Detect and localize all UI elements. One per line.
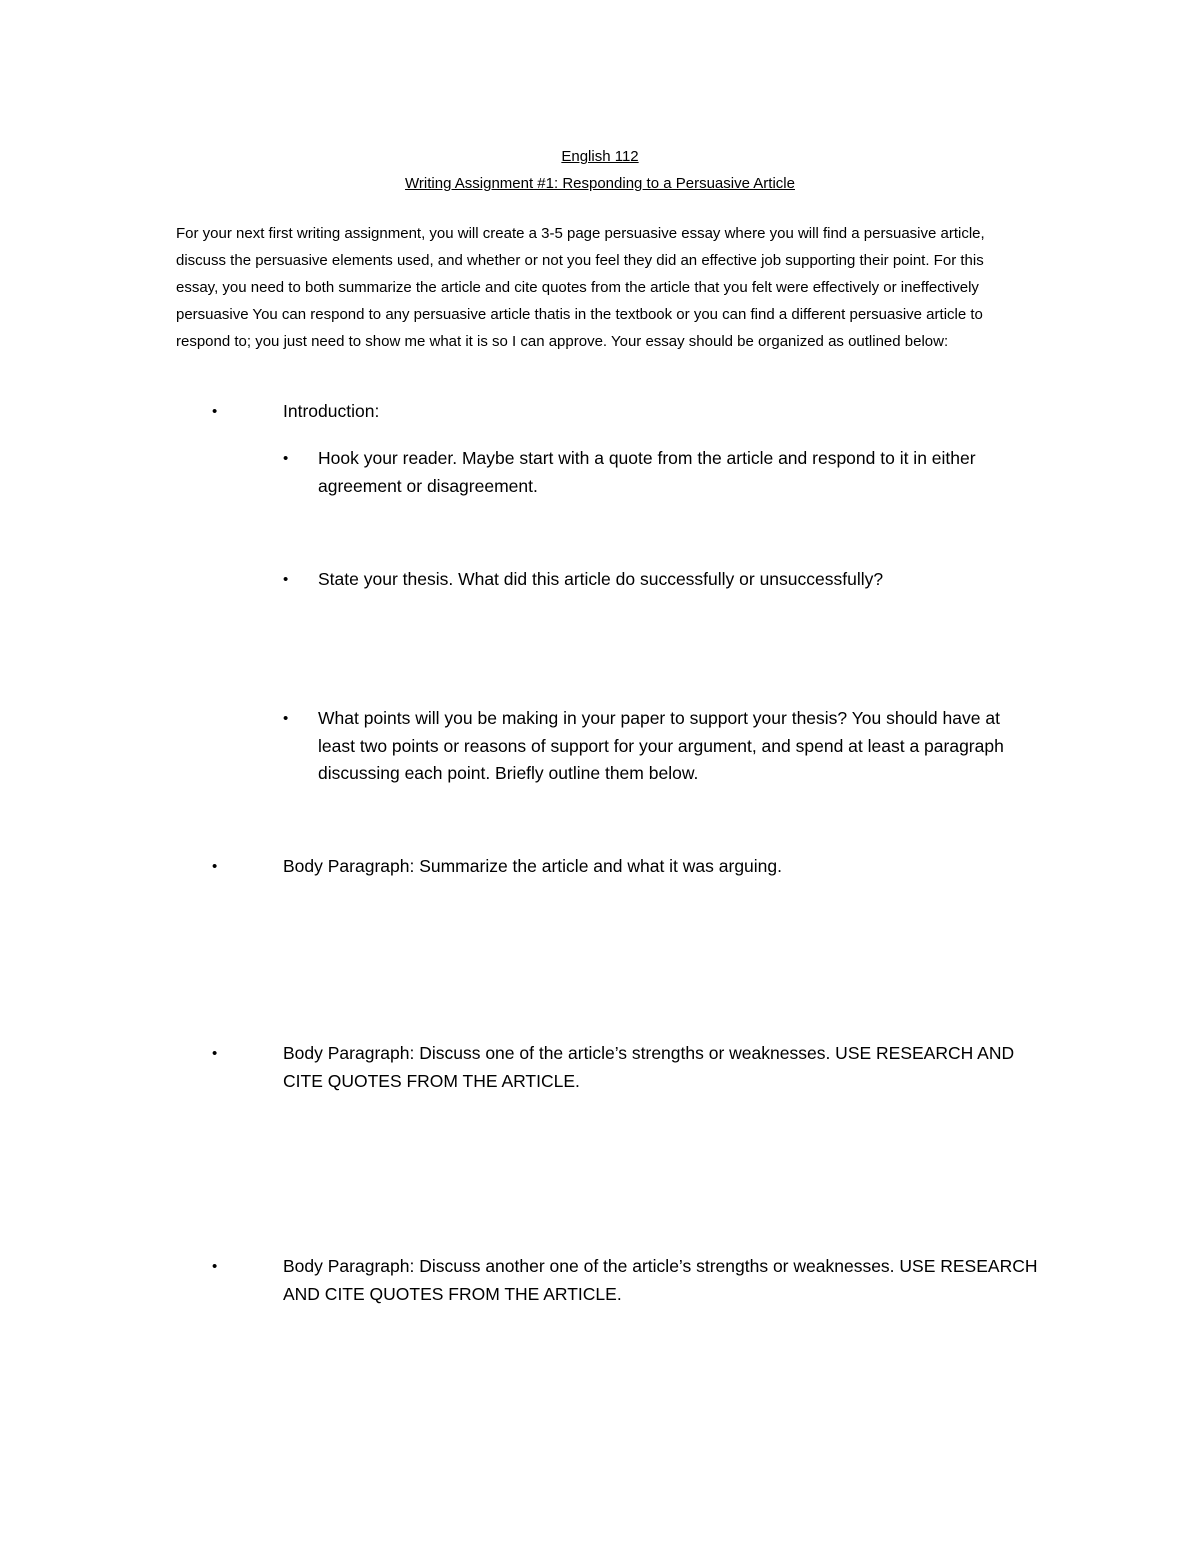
assignment-title: Writing Assignment #1: Responding to a Persuasive Article — [405, 175, 795, 192]
outline-item-label: Introduction: — [283, 401, 380, 421]
course-title: English 112 — [561, 148, 639, 165]
bullet-icon: • — [212, 1045, 218, 1062]
bullet-icon: • — [283, 450, 289, 467]
bullet-icon: • — [212, 1258, 218, 1275]
outline-item-label: Body Paragraph: Discuss another one of the article’s strengths or weaknesses. USE RESEARCH AND CITE QUOTES FROM THE ARTICLE. — [283, 1256, 1038, 1304]
bullet-icon: • — [212, 858, 218, 875]
outline-item-label: Hook your reader. Maybe start with a quote from the article and respond to it in either agreement or disagreement. — [318, 448, 976, 496]
outline-item-label: What points will you be making in your paper to support your thesis? You should have at least two points or reasons of support for your argument, and spend at least a paragraph discussing each point. Briefly outline them below. — [318, 708, 1004, 783]
outline-item-label: Body Paragraph: Summarize the article and what it was arguing. — [283, 856, 783, 876]
outline-item-label: State your thesis. What did this article do successfully or unsuccessfully? — [318, 569, 884, 589]
bullet-icon: • — [283, 710, 289, 727]
intro-paragraph: For your next first writing assignment, you will create a 3-5 page persuasive essay where you will find a persuasive article, discuss the persuasive elements used, and whether or not you feel they did an effective job supporting their point. For this essay, you need to both summarize the article and cite quotes from the article that you felt were effectively or ineffectively persuasive You can respond to any persuasive article thatis in the textbook or you can find a different persuasive article to respond to; you just need to show me what it is so I can approve. Your essay should be organized as outlined below: — [176, 225, 985, 350]
bullet-icon: • — [212, 403, 218, 420]
outline-item-label: Body Paragraph: Discuss one of the article’s strengths or weaknesses. USE RESEARCH AND CITE QUOTES FROM THE ARTICLE. — [283, 1043, 1015, 1091]
bullet-icon: • — [283, 571, 289, 588]
